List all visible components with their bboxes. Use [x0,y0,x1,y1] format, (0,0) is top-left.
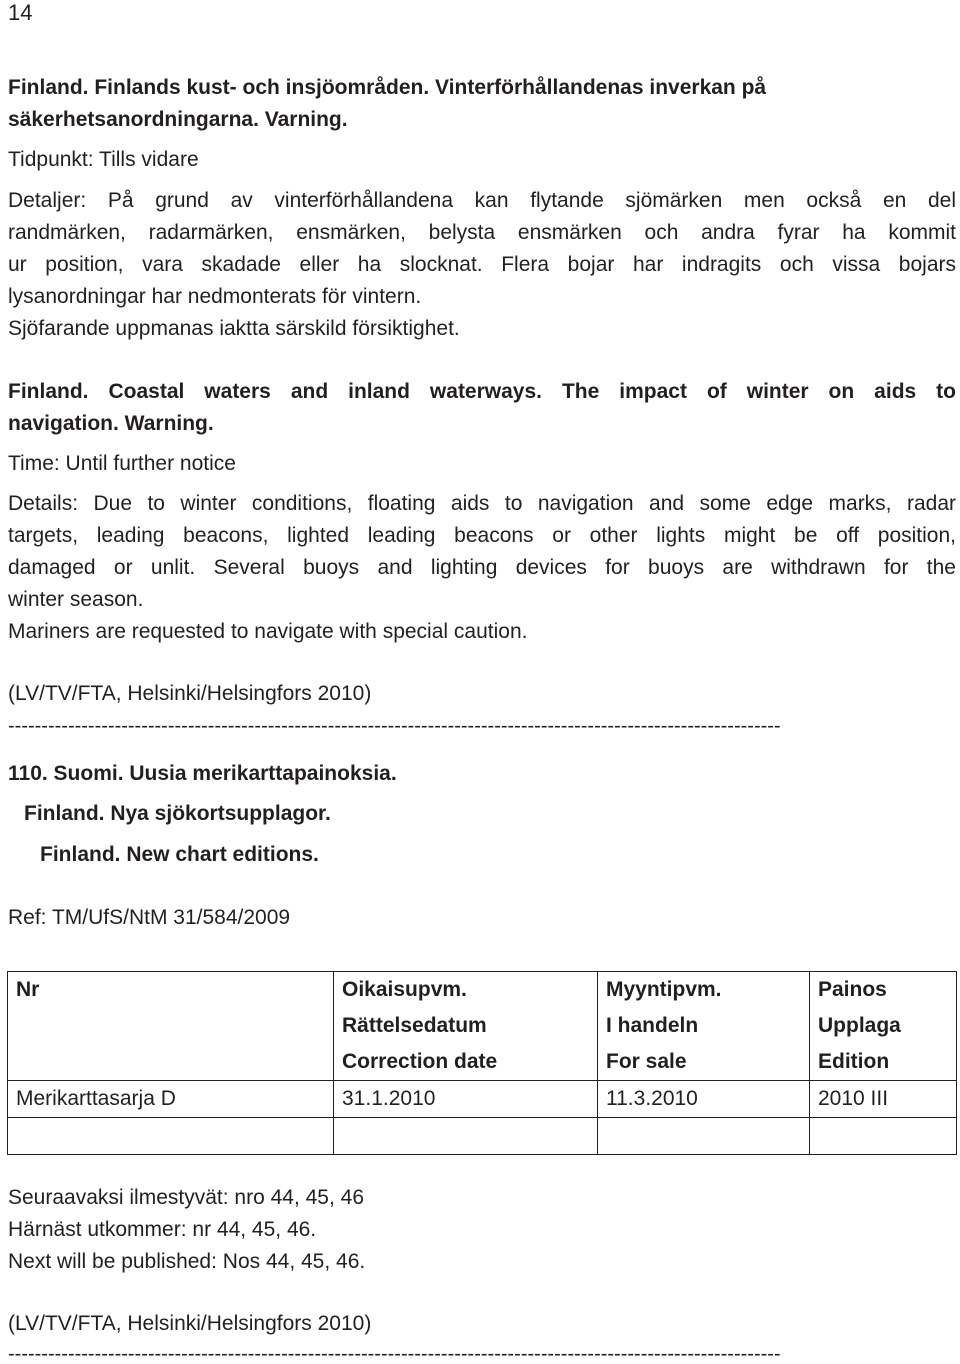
notice-en-details-line: targets, leading beacons, lighted leading beacons or other lights might be off position, [8,524,956,547]
table-header-row [8,1044,957,1081]
notice-en-details-line: winter season. [8,588,144,611]
notice-en-details-line: Details: Due to winter conditions, floating aids to navigation and some edge marks, radar [8,492,956,515]
table-row [8,1081,957,1118]
table-header-cell [8,1044,334,1081]
table-header-row [8,1008,957,1044]
notice-sv-details-line: Detaljer: På grund av vinterförhållandena kan flytande sjömärken men också en del [8,189,956,212]
table-row [8,1118,957,1155]
table-header-cell: For sale [598,1044,810,1081]
table-cell [598,1118,810,1155]
notice-en-details-line: damaged or unlit. Several buoys and lighting devices for buoys are withdrawn for the [8,556,956,579]
notice-en-title [8,376,956,440]
notice-110-title-fi: 110. Suomi. Uusia merikarttapainoksia. [8,762,397,785]
notice-en-time: Time: Until further notice [8,452,236,475]
notice-sv-title: Finland. Finlands kust- och insjöområden. Vinterförhållandenas inverkan på säkerhetsanordningarna. Varning. [8,76,767,131]
table-cell [334,1118,598,1155]
notice-en-caution: Mariners are requested to navigate with special caution. [8,620,528,643]
notice-en-title-line: navigation. Warning. [8,412,214,435]
chart-editions-table [7,971,957,1155]
next-publication-en: Next will be published: Nos 44, 45, 46. [8,1250,366,1273]
table-header-cell: Edition [810,1044,957,1081]
notice-en-source: (LV/TV/FTA, Helsinki/Helsingfors 2010) [8,682,372,705]
page-number: 14 [8,0,33,25]
table-cell: 11.3.2010 [598,1081,810,1118]
notice-110-title-en: Finland. New chart editions. [40,843,319,866]
notice-en-title-line: Finland. Coastal waters and inland waterways. The impact of winter on aids to [8,380,956,403]
table-cell: Merikarttasarja D [8,1081,334,1118]
notice-sv-caution: Sjöfarande uppmanas iaktta särskild försiktighet. [8,317,460,340]
notice-sv-details [8,185,956,313]
next-publication-fi: Seuraavaksi ilmestyvät: nro 44, 45, 46 [8,1186,365,1209]
table-cell: 2010 III [810,1081,957,1118]
notice-sv-details-line: lysanordningar har nedmonterats för vintern. [8,285,422,308]
notice-110-source: (LV/TV/FTA, Helsinki/Helsingfors 2010) [8,1312,372,1335]
table-cell [8,1118,334,1155]
notice-en-details [8,488,956,616]
table-header-cell: Painos [810,972,957,1009]
notice-110-ref: Ref: TM/UfS/NtM 31/584/2009 [8,906,291,929]
table-header-cell: I handeln [598,1008,810,1044]
notice-110-title-sv: Finland. Nya sjökortsupplagor. [24,802,331,825]
table-header-cell: Rättelsedatum [334,1008,598,1044]
table-cell: 31.1.2010 [334,1081,598,1118]
table-header-cell: Nr [8,972,334,1009]
next-publication-sv: Härnäst utkommer: nr 44, 45, 46. [8,1218,317,1241]
separator-line: -------------------------------------------------------------------------------------------------------------------- [8,1344,781,1364]
table-header-cell [8,1008,334,1044]
notice-sv-time: Tidpunkt: Tills vidare [8,148,199,171]
table-header-cell: Oikaisupvm. [334,972,598,1009]
notice-sv-details-line: randmärken, radarmärken, ensmärken, belysta ensmärken och andra fyrar ha kommit [8,221,956,244]
table-header-cell: Correction date [334,1044,598,1081]
table-header-row [8,972,957,1009]
table-header-cell: Upplaga [810,1008,957,1044]
table-header-cell: Myyntipvm. [598,972,810,1009]
notice-sv-details-line: ur position, vara skadade eller ha slocknat. Flera bojar har indragits och vissa bojars [8,253,956,276]
separator-line: -------------------------------------------------------------------------------------------------------------------- [8,716,781,736]
table-cell [810,1118,957,1155]
